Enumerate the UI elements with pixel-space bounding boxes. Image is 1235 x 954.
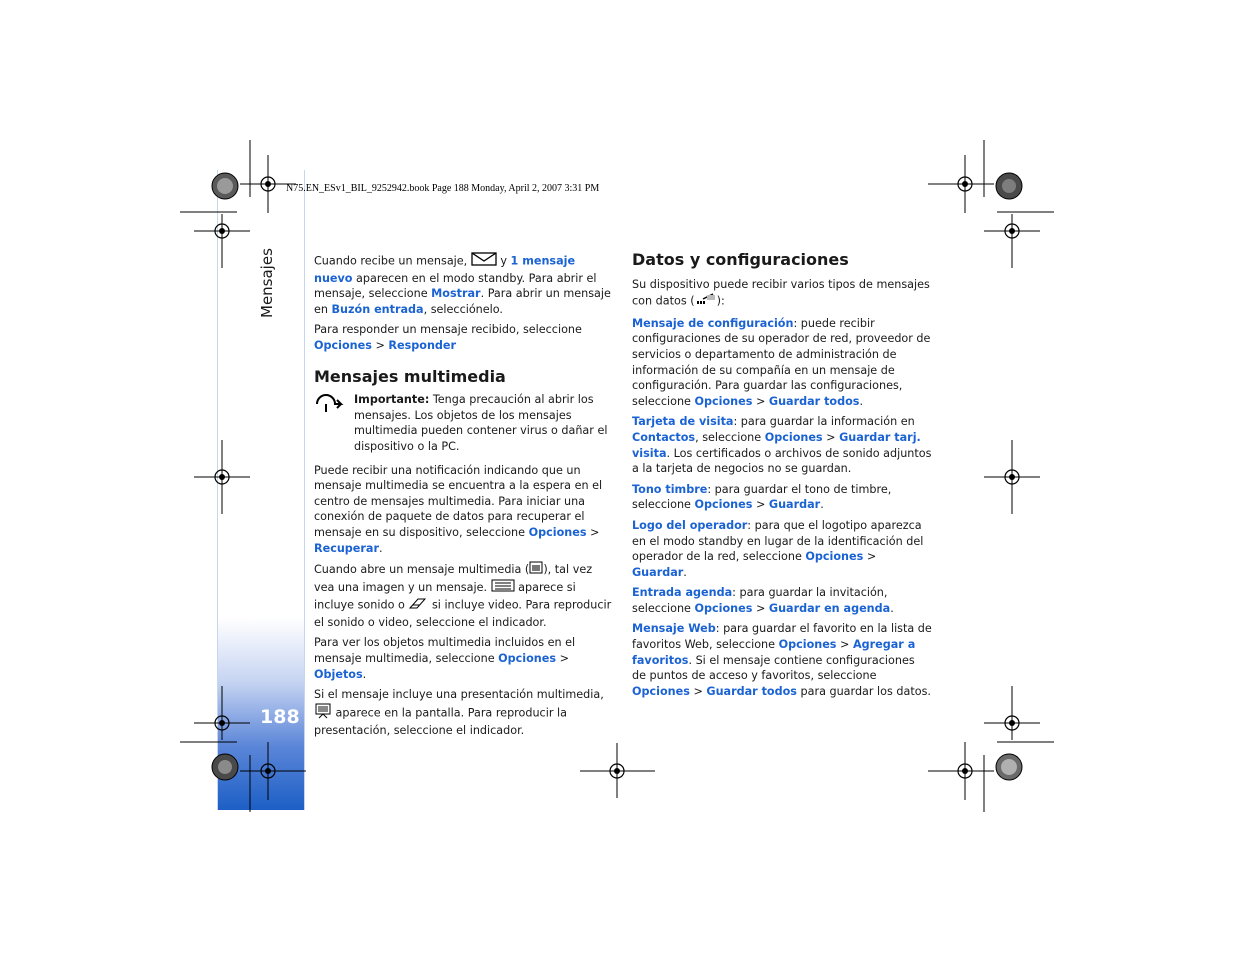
link-objects[interactable]: Objetos [314,667,363,681]
text: > [689,684,707,698]
text: , seleccione [695,430,765,444]
text: . [683,565,687,579]
link-options[interactable]: Opciones [694,394,753,408]
text: > [752,601,769,615]
text: > [586,525,600,539]
video-indicator-icon [408,596,428,615]
text: : puede recibir configuraciones de su operador de red, proveedor de servicios o departamento de administración de información de su compañía en un mensaje de configuración. Para guardar las configuraciones, seleccione [632,316,931,408]
paragraph-receive [314,252,612,317]
text: Cuando recibe un mensaje, [314,254,471,268]
text: para guardar los datos. [796,684,931,698]
text: Para responder un mensaje recibido, seleccione [314,323,582,337]
link-save-calendar[interactable]: Guardar en agenda [768,601,891,615]
left-column [314,252,612,744]
text: > [752,394,769,408]
link-operator-logo[interactable]: Logo del operador [632,518,748,532]
text: aparece si incluye sonido o [314,580,576,612]
link-new-message[interactable]: 1 mensaje nuevo [314,254,576,285]
link-web-message[interactable]: Mensaje Web [632,622,716,636]
paragraph-operator-logo [632,518,932,580]
text: : para guardar la información en [733,415,915,429]
envelope-icon [471,252,497,271]
note-text: Tenga precaución al abrir los mensajes. Los objetos de los mensajes multimedia pueden contener virus o dañar el dispositivo o la PC. [354,393,608,453]
book-info-header: N75.EN_ESv1_BIL_9252942.book Page 188 Monday, April 2, 2007 3:31 PM [286,183,600,194]
paragraph-config-message [632,316,932,410]
text: aparece en la pantalla. Para reproducir la presentación, seleccione el indicador. [314,706,567,738]
link-options[interactable]: Opciones [694,498,753,512]
link-inbox[interactable]: Buzón entrada [331,302,424,316]
paragraph-web-message [632,621,932,699]
multimedia-message-icon [529,561,543,579]
paragraph-open-mms [314,561,612,630]
link-calendar-entry[interactable]: Entrada agenda [632,586,733,600]
paragraph-reply [314,322,612,353]
text: . Los certificados o archivos de sonido adjuntos a la tarjeta de negocios no se guardan. [632,446,932,476]
text: : para que el logotipo aparezca en el modo standby en lugar de la identificación del operador de la red, seleccione [632,518,924,564]
paragraph-business-card [632,414,932,476]
text: > [863,550,877,564]
link-save-all[interactable]: Guardar todos [768,394,860,408]
link-show[interactable]: Mostrar [431,287,481,301]
text: aparecen en el modo standby. Para abrir el mensaje, seleccione [314,271,597,301]
paragraph-presentation [314,687,612,739]
text: : para guardar el tono de timbre, seleccione [632,482,892,512]
page-number: 188 [260,706,300,728]
link-save-all[interactable]: Guardar todos [706,684,797,698]
data-message-icon [695,292,717,311]
text: . [859,394,864,408]
link-options[interactable]: Opciones [764,430,823,444]
text: . [890,601,894,615]
link-add-bookmark[interactable]: Agregar a favoritos [632,638,916,667]
link-ringtone[interactable]: Tono timbre [632,482,708,496]
link-options[interactable]: Opciones [528,525,587,539]
link-reply[interactable]: Responder [388,338,457,352]
important-hand-icon [314,392,354,454]
link-options[interactable]: Opciones [805,550,864,564]
text: si incluye video. Para reproducir el sonido o video, seleccione el indicador. [314,598,612,629]
text: . Si el mensaje contiene configuraciones de puntos de acceso y favoritos, seleccione [632,653,915,683]
text: Su dispositivo puede recibir varios tipos de mensajes con datos ( [632,277,930,308]
text: > [371,338,389,352]
link-business-card[interactable]: Tarjeta de visita [632,415,734,429]
text: > [556,652,569,666]
link-save-card[interactable]: Guardar tarj. visita [632,430,921,460]
link-options[interactable]: Opciones [694,601,753,615]
text: : para guardar el favorito en la lista de favoritos Web, seleccione [632,622,932,652]
link-retrieve[interactable]: Recuperar [314,541,379,555]
presentation-indicator-icon [314,703,332,724]
link-options[interactable]: Opciones [498,652,557,666]
right-column [632,252,932,704]
text: . Para abrir un mensaje en [314,287,611,316]
text: . [362,667,367,681]
text: : para guardar la invitación, seleccione [632,586,888,615]
paragraph-notification [314,463,612,557]
link-save[interactable]: Guardar [632,565,684,579]
text: . [378,541,383,555]
heading-multimedia: Mensajes multimedia [314,366,506,386]
text: > [822,430,840,444]
text: , selecciónelo. [423,302,503,316]
text: Cuando abre un mensaje multimedia ( [314,562,530,576]
text: Para ver los objetos multimedia incluidos en el mensaje multimedia, seleccione [314,636,576,666]
heading-data-settings: Datos y configuraciones [632,250,849,269]
link-save[interactable]: Guardar [768,498,821,512]
link-contacts[interactable]: Contactos [632,430,696,444]
text: ): [716,294,725,308]
text: y [500,254,511,268]
text: Si el mensaje incluye una presentación multimedia, [314,688,604,702]
important-note [314,392,612,454]
link-options[interactable]: Opciones [632,684,690,698]
paragraph-calendar-entry [632,585,932,616]
text: ), tal vez vea una imagen y un mensaje. [314,562,593,594]
text: > [836,638,853,652]
link-options[interactable]: Opciones [314,338,372,352]
text: > [752,498,769,512]
paragraph-view-objects [314,635,612,682]
link-config-message[interactable]: Mensaje de configuración [632,316,794,330]
sound-indicator-icon [491,579,515,597]
note-label: Importante: [354,393,430,407]
paragraph-data-intro [632,277,932,311]
text: . [820,498,824,512]
paragraph-ringtone [632,482,932,513]
text: Puede recibir una notificación indicando que un mensaje multimedia se encuentra a la espera en el centro de mensajes multimedia. Para iniciar una conexión de paquete de datos para recuperar el mensaje en su dispositivo, seleccione [314,463,603,539]
link-options[interactable]: Opciones [778,638,837,652]
section-label: Mensajes [258,248,276,318]
